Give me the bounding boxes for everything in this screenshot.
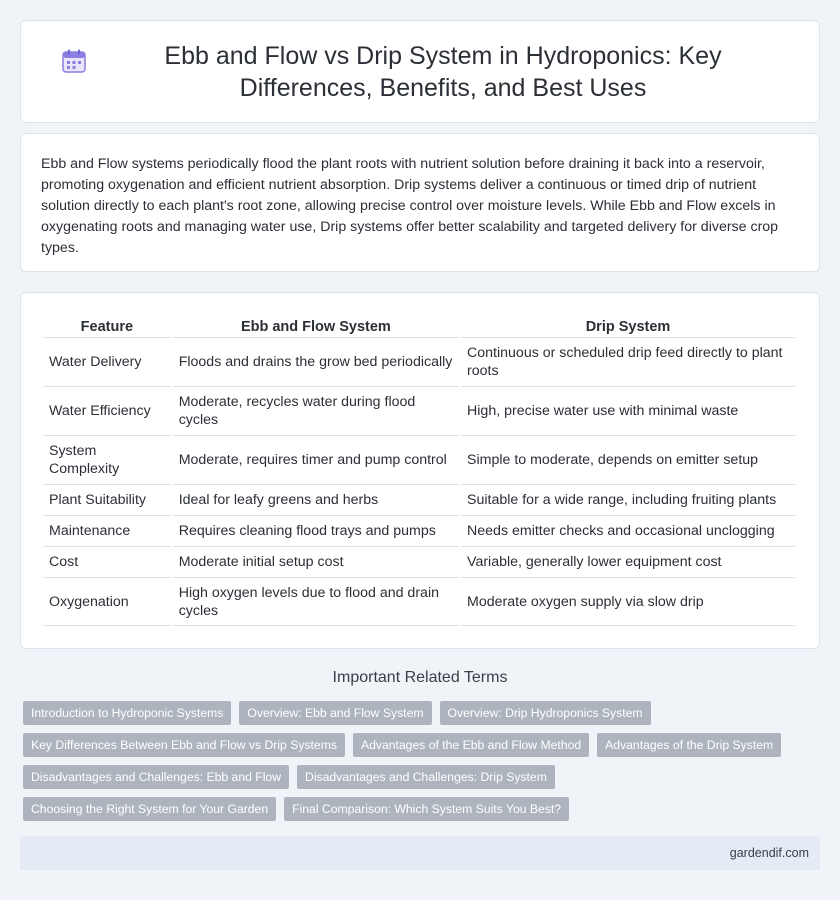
header-drip: Drip System — [585, 319, 671, 335]
footer-site-name: gardendif.com — [729, 846, 809, 860]
related-term-link[interactable]: Advantages of the Ebb and Flow Method — [353, 733, 589, 757]
table-row — [43, 515, 795, 546]
table-cell: Floods and drains the grow bed periodically — [173, 337, 459, 386]
intro-card — [20, 133, 820, 272]
table-cell: Moderate, requires timer and pump control — [173, 435, 459, 484]
table-cell: Continuous or scheduled drip feed directly to plant roots — [461, 337, 795, 386]
table-cell: Water Delivery — [43, 337, 171, 386]
related-term-link[interactable]: Overview: Ebb and Flow System — [239, 701, 431, 725]
table-row — [43, 386, 795, 435]
related-term-link[interactable]: Disadvantages and Challenges: Ebb and Flow — [23, 765, 289, 789]
table-row — [43, 435, 795, 484]
related-term-link[interactable]: Introduction to Hydroponic Systems — [23, 701, 231, 725]
header-feature: Feature — [80, 319, 134, 335]
table-cell: Suitable for a wide range, including fruiting plants — [461, 484, 795, 515]
table-cell: System Complexity — [43, 435, 171, 484]
table-row — [43, 484, 795, 515]
related-terms-list — [23, 701, 813, 821]
comparison-card — [20, 292, 820, 649]
related-term-link[interactable]: Key Differences Between Ebb and Flow vs Drip Systems — [23, 733, 345, 757]
related-term-link[interactable]: Choosing the Right System for Your Garden — [23, 797, 276, 821]
comparison-table — [41, 315, 797, 626]
table-cell: Water Efficiency — [43, 386, 171, 435]
related-terms-title: Important Related Terms — [332, 669, 508, 686]
table-cell: Oxygenation — [43, 577, 171, 626]
table-cell: Ideal for leafy greens and herbs — [173, 484, 459, 515]
table-cell: Moderate oxygen supply via slow drip — [461, 577, 795, 626]
table-cell: Needs emitter checks and occasional unclogging — [461, 515, 795, 546]
table-row — [43, 546, 795, 577]
table-cell: Simple to moderate, depends on emitter setup — [461, 435, 795, 484]
table-cell: High, precise water use with minimal waste — [461, 386, 795, 435]
table-cell: Cost — [43, 546, 171, 577]
table-row — [43, 337, 795, 386]
related-term-link[interactable]: Disadvantages and Challenges: Drip System — [297, 765, 555, 789]
related-term-link[interactable]: Final Comparison: Which System Suits You Best? — [284, 797, 569, 821]
related-term-link[interactable]: Advantages of the Drip System — [597, 733, 781, 757]
table-header-row — [43, 315, 795, 337]
intro-paragraph: Ebb and Flow systems periodically flood the plant roots with nutrient solution before draining it back into a reservoir, promoting oxygenation and efficient nutrient absorption. Drip systems deliver a continuous or timed drip of nutrient solution directly to each plant's root zone, allowing precise control over moisture levels. While Ebb and Flow excels in oxygenating roots and managing water use, Drip systems offer better scalability and targeted delivery for diverse crop types. — [41, 156, 779, 256]
header-ebb-flow: Ebb and Flow System — [240, 319, 391, 335]
table-row — [43, 577, 795, 626]
page-title: Ebb and Flow vs Drip System in Hydroponics: Key Differences, Benefits, and Best Uses — [164, 41, 722, 102]
table-cell: Requires cleaning flood trays and pumps — [173, 515, 459, 546]
footer — [20, 836, 820, 870]
header-card — [20, 20, 820, 123]
table-cell: Moderate, recycles water during flood cycles — [173, 386, 459, 435]
calendar-icon — [61, 48, 87, 74]
table-cell: Moderate initial setup cost — [173, 546, 459, 577]
table-cell: Maintenance — [43, 515, 171, 546]
table-cell: Variable, generally lower equipment cost — [461, 546, 795, 577]
table-cell: High oxygen levels due to flood and drain cycles — [173, 577, 459, 626]
table-cell: Plant Suitability — [43, 484, 171, 515]
related-term-link[interactable]: Overview: Drip Hydroponics System — [440, 701, 651, 725]
